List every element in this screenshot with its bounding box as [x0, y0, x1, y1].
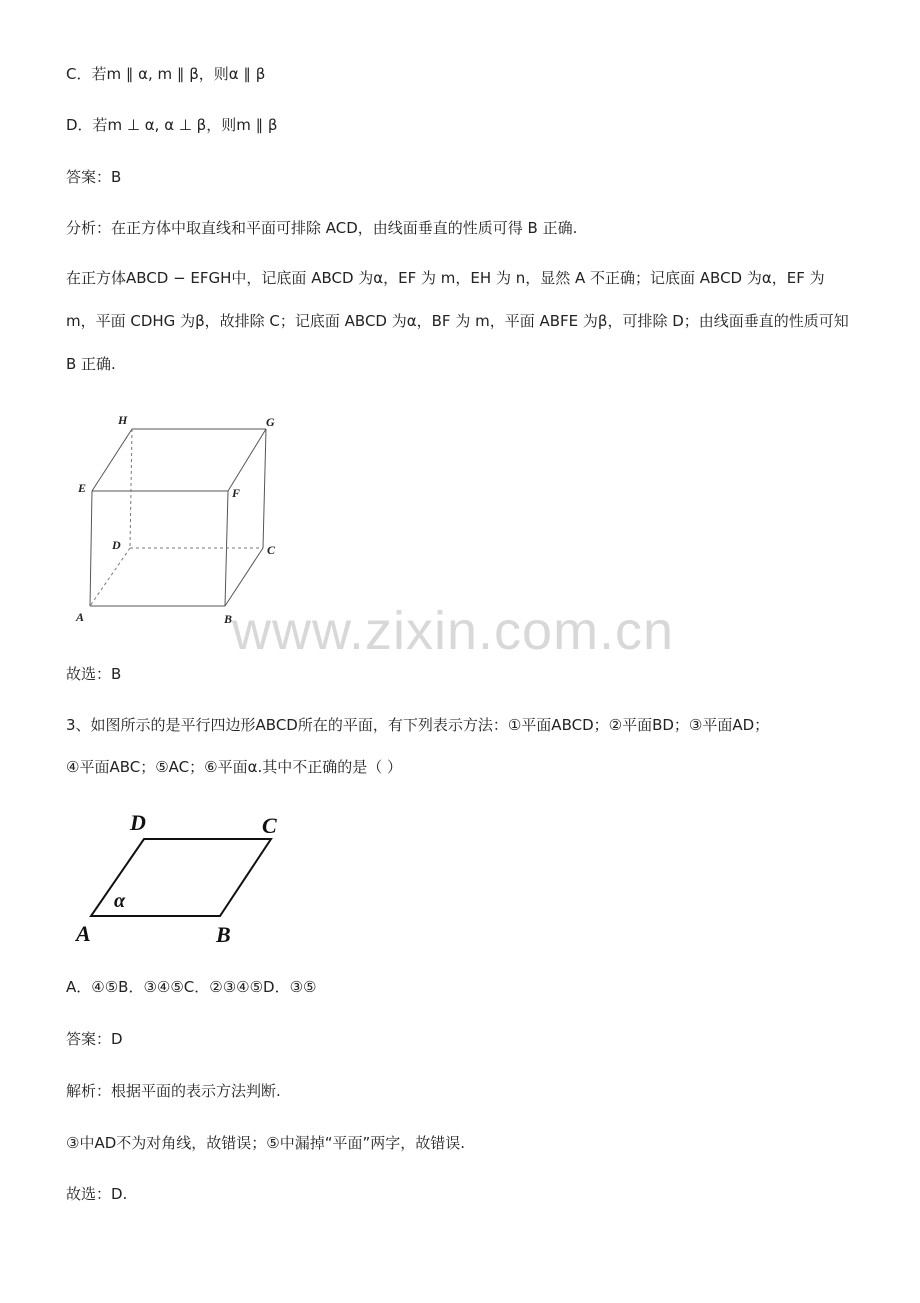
- choice-2: 故选：D.: [66, 1185, 128, 1203]
- answer-2: 答案：D: [66, 1030, 123, 1048]
- cube-label-b: B: [224, 612, 233, 626]
- para-label-d: D: [130, 810, 146, 835]
- options-line: A．④⑤B．③④⑤C．②③④⑤D．③⑤: [66, 978, 317, 996]
- option-d-line: D．若m ⊥ α, α ⊥ β，则m ∥ β: [66, 116, 278, 134]
- answer-1: 答案：B: [66, 168, 122, 186]
- option-c-line: C．若m ∥ α, m ∥ β，则α ∥ β: [66, 65, 266, 83]
- para-label-alpha: α: [114, 890, 126, 912]
- analysis-1: 分析：在正方体中取直线和平面可排除 ACD，由线面垂直的性质可得 B 正确.: [66, 219, 578, 237]
- analysis-2: 解析：根据平面的表示方法判断.: [66, 1082, 281, 1100]
- question-3-line-2: ④平面ABC；⑤AC；⑥平面α.其中不正确的是（ ）: [66, 758, 403, 776]
- detail-2: ③中AD不为对角线，故错误；⑤中漏掉“平面”两字，故错误.: [66, 1134, 466, 1152]
- cube-label-e: E: [78, 481, 87, 495]
- cube-figure: [70, 405, 290, 630]
- watermark: www.zixin.com.cn: [232, 601, 675, 661]
- cube-label-f: F: [232, 486, 241, 500]
- para-label-c: C: [262, 813, 277, 838]
- cube-label-g: G: [266, 415, 275, 429]
- cube-label-d: D: [112, 538, 121, 552]
- question-3-line-1: 3、如图所示的是平行四边形ABCD所在的平面，有下列表示方法：①平面ABCD；②平面BD；③平面AD；: [66, 716, 770, 734]
- para-label-a: A: [76, 921, 91, 946]
- choice-1: 故选：B: [66, 665, 122, 683]
- parallelogram-figure: [70, 808, 300, 950]
- cube-label-a: A: [76, 610, 85, 624]
- para-label-b: B: [216, 922, 231, 947]
- detail-1: 在正方体ABCD − EFGH中，记底面 ABCD 为α，EF 为 m，EH 为 n，显然 A 不正确；记底面 ABCD 为α，EF 为 m，平面 CDHG 为β，故排除 C；记底面 ABCD 为α，BF 为 m，平面 ABFE 为β，可排除 D；由线面垂直的性质可知 B 正确.: [66, 269, 849, 373]
- cube-label-c: C: [267, 543, 276, 557]
- cube-label-h: H: [118, 413, 128, 427]
